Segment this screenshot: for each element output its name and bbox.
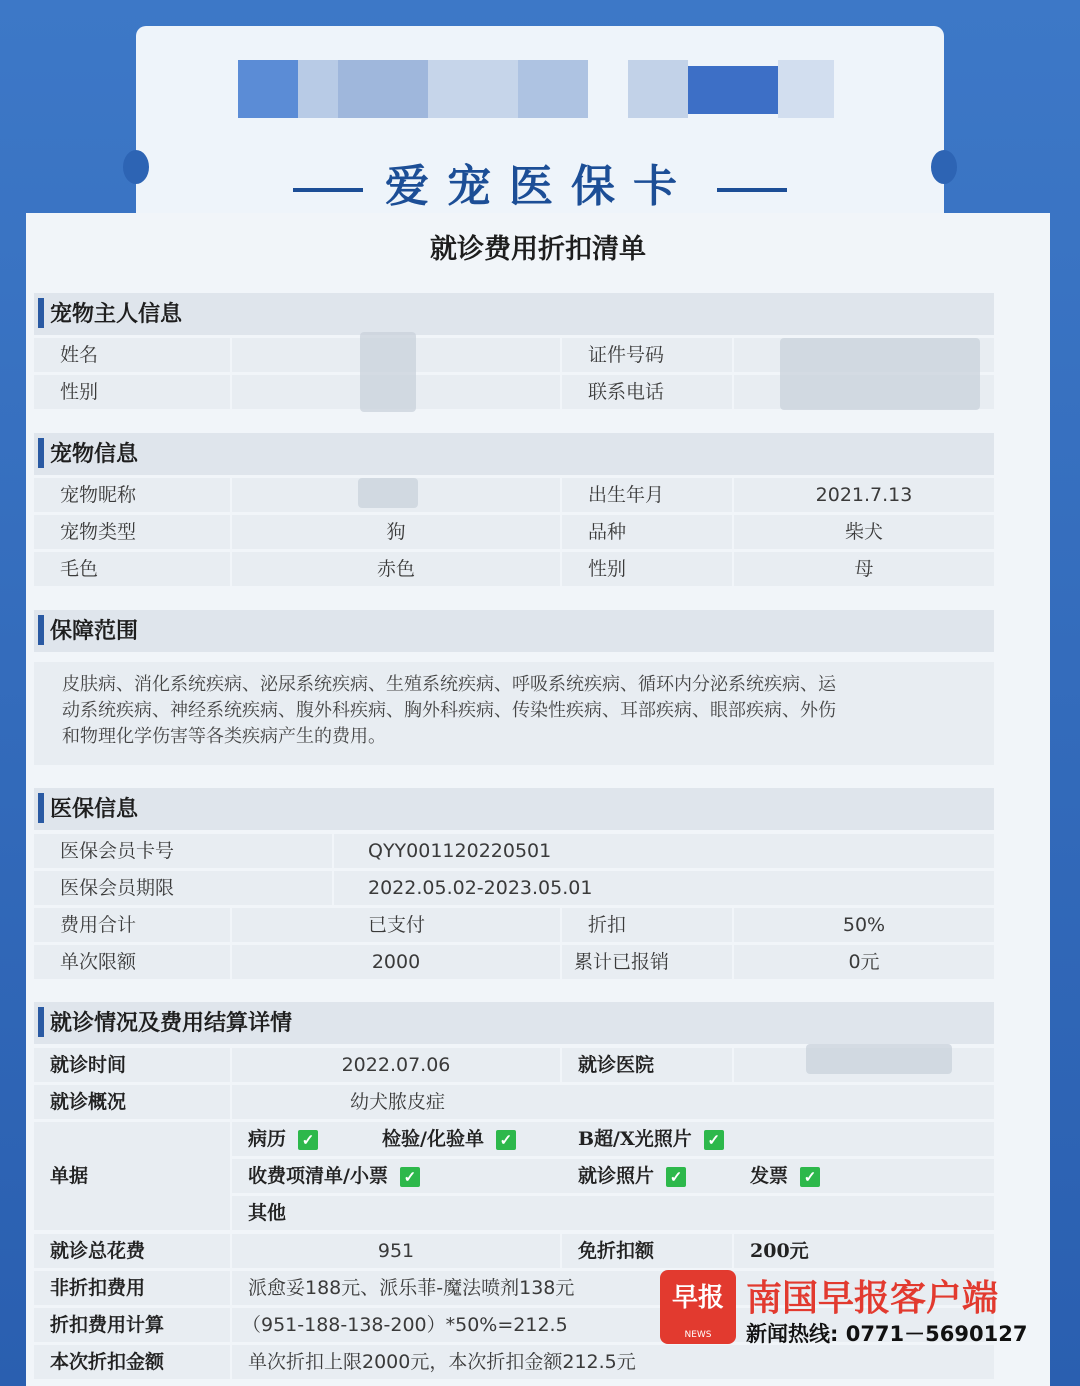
doc-xray-label: B超/X光照片 [578, 1128, 692, 1150]
visit-exempt-value: 200元 [734, 1234, 994, 1268]
section-bar [38, 438, 44, 468]
logo-sub: NEWS [684, 1330, 712, 1340]
pet-birth-value: 2021.7.13 [734, 478, 994, 512]
doc-other-label: 其他 [248, 1202, 287, 1224]
pet-gender-value: 母 [734, 552, 994, 586]
insurance-discount-value: 50% [734, 908, 994, 942]
newspaper-logo-icon [660, 1270, 736, 1344]
visit-time-value: 2022.07.06 [232, 1048, 560, 1082]
checkbox-checked-icon: ✓ [704, 1130, 724, 1150]
insurance-limit-label: 单次限额 [34, 945, 230, 979]
insurance-row-1 [34, 834, 994, 868]
doc-receipt-label: 收费项清单/小票 [248, 1165, 388, 1187]
section-bar [38, 615, 44, 645]
owner-gender-label: 性别 [34, 375, 230, 409]
docs-line-1 [232, 1122, 994, 1156]
visit-summary-label: 就诊概况 [34, 1085, 230, 1119]
visit-calc-label: 折扣费用计算 [34, 1308, 230, 1342]
section-visit-heading [34, 1002, 994, 1044]
insurance-limit-value: 2000 [232, 945, 560, 979]
redacted-name [360, 332, 416, 412]
visit-hospital-label: 就诊医院 [562, 1048, 732, 1082]
redacted-nickname [358, 478, 418, 508]
redacted-hospital [806, 1044, 952, 1074]
coverage-description [34, 662, 994, 765]
pet-type-value: 狗 [232, 515, 560, 549]
section-bar [38, 1007, 44, 1037]
title-dash-right [717, 188, 787, 192]
insurance-row-2 [34, 871, 994, 905]
newspaper-watermark [660, 1268, 1080, 1348]
section-bar [38, 793, 44, 823]
section-owner-title: 宠物主人信息 [50, 301, 183, 327]
insurance-total-value: 已支付 [232, 908, 560, 942]
pet-breed-value: 柴犬 [734, 515, 994, 549]
section-insurance-heading [34, 788, 994, 830]
visit-exempt-label: 免折扣额 [562, 1234, 732, 1268]
section-coverage-title: 保障范围 [50, 618, 139, 644]
doc-record-label: 病历 [248, 1128, 287, 1150]
coverage-line-1: 皮肤病、消化系统疾病、泌尿系统疾病、生殖系统疾病、呼吸系统疾病、循环内分泌系统疾病、运 [62, 674, 836, 695]
insurance-card-label: 医保会员卡号 [34, 834, 332, 868]
visit-amount-label: 本次折扣金额 [34, 1345, 230, 1379]
checkbox-checked-icon: ✓ [298, 1130, 318, 1150]
pet-color-label: 毛色 [34, 552, 230, 586]
section-visit-title: 就诊情况及费用结算详情 [50, 1010, 293, 1036]
owner-id-label: 证件号码 [562, 338, 732, 372]
checkbox-checked-icon: ✓ [496, 1130, 516, 1150]
watermark-hotline: 新闻热线: 0771－5690127 [746, 1322, 1028, 1346]
section-coverage-heading [34, 610, 994, 652]
insurance-reimbursed-label: 累计已报销 [562, 945, 732, 979]
doc-lab-label: 检验/化验单 [382, 1128, 484, 1150]
pet-row-1 [34, 478, 994, 512]
card-title-text: 爱宠医保卡 [385, 161, 695, 212]
section-pet-heading [34, 433, 994, 475]
pet-breed-label: 品种 [562, 515, 732, 549]
owner-name-label: 姓名 [34, 338, 230, 372]
docs-line-3 [232, 1196, 994, 1230]
visit-time-label: 就诊时间 [34, 1048, 230, 1082]
pet-nickname-label: 宠物昵称 [34, 478, 230, 512]
coverage-line-3: 和物理化学伤害等各类疾病产生的费用。 [62, 726, 386, 747]
visit-row-summary [34, 1085, 994, 1119]
insurance-period-value: 2022.05.02-2023.05.01 [334, 871, 994, 905]
doc-photo-label: 就诊照片 [578, 1165, 655, 1187]
doc-lab [382, 1122, 516, 1156]
pet-row-3 [34, 552, 994, 586]
visit-amount-value: 单次折扣上限2000元，本次折扣金额212.5元 [232, 1345, 994, 1379]
visit-docs-label: 单据 [34, 1122, 230, 1230]
visit-row-documents [34, 1122, 994, 1230]
docs-line-2 [232, 1159, 994, 1193]
insurance-card-value: QYY001120220501 [334, 834, 994, 868]
pet-color-value: 赤色 [232, 552, 560, 586]
insurance-total-label: 费用合计 [34, 908, 230, 942]
doc-invoice [750, 1159, 820, 1193]
visit-calc-value: （951-188-138-200）*50%=212.5 [232, 1308, 994, 1342]
title-dash-left [293, 188, 363, 192]
insurance-reimbursed-value: 0元 [734, 945, 994, 979]
insurance-discount-label: 折扣 [562, 908, 732, 942]
doc-receipt [248, 1159, 420, 1193]
section-bar [38, 298, 44, 328]
visit-total-cost-value: 951 [232, 1234, 560, 1268]
visit-summary-value: 幼犬脓皮症 [232, 1085, 994, 1119]
owner-phone-label: 联系电话 [562, 375, 732, 409]
pet-type-label: 宠物类型 [34, 515, 230, 549]
redacted-logo-mosaic [238, 60, 838, 118]
visit-row-cost [34, 1234, 994, 1268]
doc-photo [578, 1159, 686, 1193]
insurance-period-label: 医保会员期限 [34, 871, 332, 905]
visit-nondiscount-label: 非折扣费用 [34, 1271, 230, 1305]
pet-gender-label: 性别 [562, 552, 732, 586]
pet-birth-label: 出生年月 [562, 478, 732, 512]
card-title [136, 150, 944, 214]
pet-row-2 [34, 515, 994, 549]
insurance-row-3 [34, 908, 994, 942]
doc-xray [578, 1122, 724, 1156]
visit-row-amount [34, 1345, 994, 1379]
redacted-id-phone [780, 338, 980, 410]
document-title: 就诊费用折扣清单 [430, 234, 646, 265]
section-owner-heading [34, 293, 994, 335]
section-pet-title: 宠物信息 [50, 441, 139, 467]
doc-invoice-label: 发票 [750, 1165, 789, 1187]
checkbox-checked-icon: ✓ [400, 1167, 420, 1187]
checkbox-checked-icon: ✓ [666, 1167, 686, 1187]
coverage-line-2: 动系统疾病、神经系统疾病、腹外科疾病、胸外科疾病、传染性疾病、耳部疾病、眼部疾病、外伤 [62, 700, 836, 721]
insurance-row-4 [34, 945, 994, 979]
logo-text: 早报 [671, 1283, 724, 1313]
visit-nondiscount-value: 派愈妥188元、派乐菲-魔法喷剂138元 [232, 1271, 994, 1305]
watermark-name: 南国早报客户端 [746, 1278, 999, 1319]
checkbox-checked-icon: ✓ [800, 1167, 820, 1187]
visit-total-cost-label: 就诊总花费 [34, 1234, 230, 1268]
doc-record [248, 1122, 318, 1156]
section-insurance-title: 医保信息 [50, 796, 139, 822]
